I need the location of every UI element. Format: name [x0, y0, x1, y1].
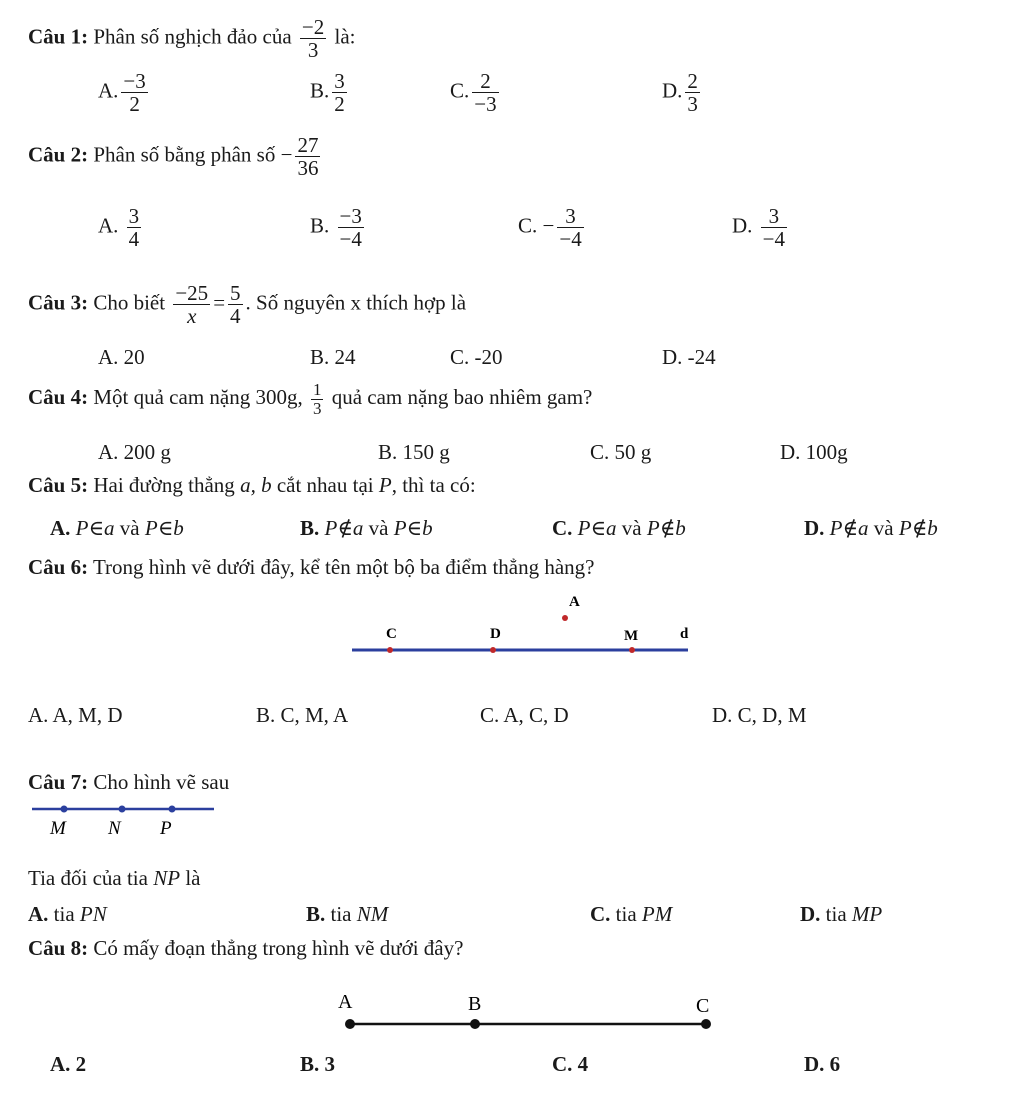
point-m [629, 647, 635, 653]
option-a[interactable]: A. $\frac{-3}{2}$ [98, 69, 146, 117]
option-c[interactable]: C. $\frac{2}{-3}$ [450, 69, 497, 117]
option-b[interactable]: B. tia NM [306, 902, 389, 926]
option-a[interactable]: A. 2 [50, 1052, 87, 1076]
option-b[interactable]: B. C, M, A [256, 703, 349, 727]
option-d[interactable]: D. -24 [662, 345, 716, 369]
question-6 [28, 555, 595, 580]
option-d[interactable]: D. 100g [780, 440, 848, 464]
point-p [169, 806, 176, 813]
question-label: Câu 1: [28, 24, 89, 49]
label-m: M [624, 628, 639, 644]
option-d[interactable]: D. $\frac{2}{3}$ [662, 69, 698, 117]
option-b[interactable]: B. P∉a và P∈b [300, 516, 433, 540]
option-d[interactable]: D. $\frac{3}{-4}$ [732, 204, 786, 252]
option-a[interactable]: A. $\frac{3}{4}$ [98, 204, 140, 252]
option-c[interactable]: C. -20 [450, 345, 503, 369]
option-c[interactable]: C. 50 g [590, 440, 652, 464]
question-text: Phân số bằng phân số [93, 142, 276, 167]
question-text: Trong hình vẽ dưới đây, kể tên một bộ ba điểm thẳng hàng? [92, 555, 595, 579]
option-a[interactable]: A. 200 g [98, 440, 171, 464]
question-8 [28, 936, 463, 961]
label-n: N [108, 818, 121, 839]
question-label: Câu 3: [28, 290, 89, 315]
fraction: $\frac{27}{36}$ [297, 133, 319, 181]
label-a: A [338, 991, 353, 1013]
figure-line-d [340, 588, 710, 668]
label-a: A [569, 594, 580, 610]
figure-segment [330, 988, 730, 1038]
question-label: Câu 2: [28, 142, 89, 167]
option-c[interactable]: C. P∈a và P∉b [552, 516, 686, 540]
question-1: Câu 1: Phân số nghịch đảo của $\frac{-2}{3}$ là: [28, 15, 356, 63]
option-b[interactable]: B. $\frac{3}{2}$ [310, 69, 345, 117]
label-line-d: d [680, 626, 689, 642]
point-b [470, 1019, 480, 1029]
option-b[interactable]: B. 150 g [378, 440, 450, 464]
question-3: Câu 3: Cho biết $\frac{-25}{x}$ = $\frac{5}{4}$ . Số nguyên x thích hợp là [28, 281, 467, 329]
question-label: Câu 6: [28, 555, 89, 579]
question-label: Câu 4: [28, 385, 89, 410]
option-b[interactable]: B. 24 [310, 345, 356, 369]
point-a [562, 615, 568, 621]
question-7-sub: Tia đối của tia NP là [28, 866, 201, 890]
point-c [387, 647, 393, 653]
question-7 [28, 770, 229, 795]
option-d[interactable]: D. 6 [804, 1052, 841, 1076]
question-text: Cho biết [93, 290, 166, 315]
label-c: C [696, 995, 710, 1017]
figure-ray [28, 796, 228, 842]
point-n [119, 806, 126, 813]
fraction: $\frac{-2}{3}$ [301, 15, 325, 63]
point-a [345, 1019, 355, 1029]
option-d[interactable]: D. P∉a và P∉b [804, 516, 938, 540]
option-b[interactable]: B. 3 [300, 1052, 336, 1076]
label-d: D [490, 626, 501, 642]
question-text: Có mấy đoạn thẳng trong hình vẽ dưới đây? [93, 936, 464, 960]
option-c[interactable]: C. 4 [552, 1052, 589, 1076]
option-d[interactable]: D. tia MP [800, 902, 883, 926]
option-d[interactable]: D. C, D, M [712, 703, 807, 727]
question-label: Câu 5: [28, 473, 89, 497]
label-c: C [386, 626, 397, 642]
label-m: M [50, 818, 66, 839]
option-a[interactable]: A. P∈a và P∈b [50, 516, 184, 540]
question-label: Câu 7: [28, 770, 89, 794]
point-d [490, 647, 496, 653]
label-p: P [160, 818, 172, 839]
option-c[interactable]: C. − $\frac{3}{-4}$ [518, 204, 582, 252]
question-5: Câu 5: Hai đường thẳng a, b cắt nhau tại P, thì ta có: [28, 473, 476, 497]
question-text: Một quả cam nặng 300g, [93, 385, 303, 410]
question-text: Cho hình vẽ sau [93, 770, 230, 794]
option-c[interactable]: C. tia PM [590, 902, 673, 926]
question-text: Phân số nghịch đảo của [93, 24, 292, 49]
point-c [701, 1019, 711, 1029]
question-4: Câu 4: Một quả cam nặng 300g, $\frac{1}{3}$ quả cam nặng bao nhiêm gam? [28, 380, 593, 418]
option-a[interactable]: A. A, M, D [28, 703, 123, 727]
option-a[interactable]: A. 20 [98, 345, 145, 369]
label-b: B [468, 993, 482, 1015]
option-c[interactable]: C. A, C, D [480, 703, 569, 727]
question-label: Câu 8: [28, 936, 89, 960]
option-a[interactable]: A. tia PN [28, 902, 107, 926]
option-b[interactable]: B. $\frac{-3}{-4}$ [310, 204, 362, 252]
question-2: Câu 2: Phân số bằng phân số − $\frac{27}{36}$ [28, 133, 319, 181]
point-m [61, 806, 68, 813]
